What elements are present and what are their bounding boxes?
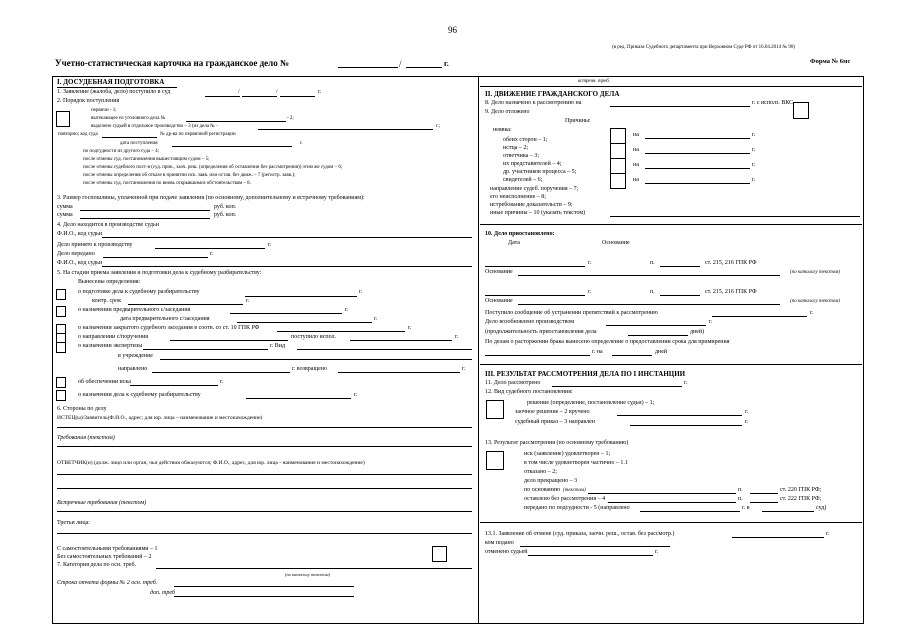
section-1-heading: I. ДОСУДЕБНАЯ ПОДГОТОВКА — [57, 78, 165, 86]
received-month[interactable] — [242, 96, 277, 97]
suspend-basis-2[interactable] — [518, 304, 780, 305]
section-3-heading: III. РЕЗУЛЬТАТ РАССМОТРЕНИЯ ДЕЛА ПО I ИНСТАНЦИИ — [485, 370, 686, 378]
expertise-date[interactable] — [143, 349, 268, 350]
commission-exec-date[interactable] — [350, 340, 452, 341]
other-reasons-line[interactable] — [610, 216, 860, 217]
resumed-date[interactable] — [606, 325, 706, 326]
control-term[interactable] — [128, 304, 243, 305]
transferred-court[interactable] — [762, 511, 814, 512]
obstacle-removed-date[interactable] — [712, 316, 807, 317]
suspend-date-2[interactable] — [485, 295, 585, 296]
suspend-para-2[interactable] — [660, 295, 700, 296]
postponed-date-1[interactable] — [645, 138, 750, 139]
case-year-line[interactable] — [406, 67, 442, 68]
result-box[interactable] — [486, 451, 504, 470]
received-label: 1. Заявление (жалоба, дело) поступило в суд — [57, 89, 171, 95]
counter-line[interactable] — [57, 511, 472, 512]
decision-type-box[interactable] — [486, 400, 504, 419]
reason-box-1[interactable] — [610, 128, 626, 144]
counter-label: Встречные требования (текстом) — [57, 500, 147, 506]
sent-order-date[interactable] — [630, 425, 742, 426]
court-card-form: 96 (в ред. Приказа Судебного департамента при Верховном Суде РФ от 16.04.2014 № 90) Учетно-статистическая карточка на гражданское дело № / г. Форма № 6мс I. ДОСУДЕБНАЯ ПОДГОТОВКА 1. Заявление (жалоба, дело) поступило в суд / / г. 2. Порядок поступления первичн - 1; вытекающее из уголовного дела № - 2; выделено судьей в отдельное производство – 3 (из дела № - г.; повторно; код суда № др-ва по первичной регистрации дата поступления г. по подсудности из другого суда – 4; после отмены суд. постановления вышестоящим судом – 5; после отмены судебного пост-я (суд. прик., заоч. реш. (определения об оставлении без рассмотрения)) этим же судом – 6; после отмены определения об отказе в принятии иск. заяв. или остав. без движ. – 7 (регистр. заяв.); после отмены суд. постановления по вновь открывшимся обстоятельствам – 8. 3. Размер госпошлины, уплаченной при подаче заявления (по основному, дополнительному и встречному требованиям): сумма руб. коп. сумма руб. коп. 4. Дело находится в производстве судьи Ф.И.О., код судьи Дело принято к производству г. Дело передано г. Ф.И.О., код судьи 5. На стадии приема заявления и подготовки дела к судебному разбирательству: Вынесены определения: о подготовке дела к судебному разбирательству г. контр. срок г. о назначении предварительного с/заседания г. дата предварительного с/заседания г. о назначении закрытого судебного заседания в соотв. со ст. 10 ГПК РФ г. о направлении с/поручения поступило испол. г. о назначении экспертизы г. Вид в учреждение направлено г. возвращено г. об обеспечении иска г. о назначении дела к судебному разбирательству г. 6. Стороны по делу ИСТЕЦ(ы)/Заявитель(Ф.И.О., адрес; для юр. лица – наименование и местонахождение) Требования (текстом) ОТВЕТЧИК(и) (долж. лицо или орган, чьи действия обжалуются; Ф.И.О., адрес, для юр. лица - наименование и местонахождение) Встречные требования (текстом) Третьи лица: С самостоятельными требованиями – 1 Без самостоятельных требований – 2 7. Категория дела по осн. треб. (по каталогу текстом) Строка отчета формы № 2 осн. треб. доп. треб встречн. треб. II. ДВИЖЕНИЕ ГРАЖДАНСКОГО ДЕЛА 8. Дело назначено к рассмотрению на г. с исполз. ВКС 9. Дело отложено Причины: неявка: обеих сторон – 1; истца – 2; ответчика – 3; их представителей – 4; др. участников процесса – 5; свидетелей – 6; на г. на г. на г. на г. направление судеб. поручения – 7; его неисполнение – 8; истребование доказательств – 9; иные причины – 10 (указать текстом) 10. Дело приостановлено: Дата Основание г. п. ст. 215, 216 ГПК РФ Основание (по каталогу текстом) г. п. ст. 215, 216 ГПК РФ Основание (по каталогу текстом) Поступило сообщение об устранении препятствий к рассмотрению г. Дело возобновлено производством г. (продолжительность приостановления дела дней) По делам о расторжении брака вынесено определение о предоставлении срока для примирения г. на дней III. РЕЗУЛЬТАТ РАССМОТРЕНИЯ ДЕЛА ПО I ИНСТАНЦИИ 11. Дело рассмотрено г. 12. Вид судебного постановления: решение (определение, постановление судьи) – 1; заочное решение – 2 вручено г. судебный приказ – 3 направлен г. 13. Результат рассмотрения (по основному требованию) иск (заявление) удовлетворен – 1; в том числе удовлетворен частично – 1.1 отказано – 2; дело прекращено – 3 по основанию (текстом) п. ст. 220 ГПК РФ; оставлено без рассмотрения – 4 п. ст. 222 ГПК РФ; передано по подсудности - 5 (направлено г. в суд) 13.1. Заявление об отмене (суд. приказа, заочн. реш., остав. без рассмотр.) г. ком подано отменено судьей г. — [0, 0, 905, 640]
prelim-session-date[interactable] — [237, 322, 372, 323]
postponed-date-2[interactable] — [645, 153, 750, 154]
plaintiff-label: ИСТЕЦ(ы)/Заявитель(Ф.И.О., адрес; для юр. лица – наименование и местонахождение) — [57, 415, 263, 421]
section-3-separator — [480, 364, 862, 365]
suspension-duration[interactable] — [628, 335, 688, 336]
judge-name-2[interactable] — [102, 266, 472, 267]
returned-date[interactable] — [338, 372, 460, 373]
section-13-1-separator — [480, 522, 862, 523]
defendant-label: ОТВЕТЧИК(и) (долж. лицо или орган, чьи действия обжалуются; Ф.И.О., адрес, для юр. лица - наименование и местонахождение) — [57, 460, 365, 466]
reconcile-days[interactable] — [612, 355, 652, 356]
prep-checkbox[interactable] — [56, 289, 66, 300]
form-number: Форма № 6мс — [810, 58, 851, 65]
hearing-date[interactable] — [610, 106, 750, 107]
cancelled-date[interactable] — [528, 555, 653, 556]
state-fee-label: 3. Размер госпошлины, уплаченной при подаче заявления (по основному, дополнительному и встречному требованиям): — [57, 195, 365, 201]
receipt-order-label: 2. Порядок поступления — [57, 98, 120, 104]
transferred-date[interactable] — [103, 257, 208, 258]
suspend-para-1[interactable] — [660, 266, 700, 267]
reason-box-4[interactable] — [610, 173, 626, 189]
section-2-separator — [480, 86, 862, 87]
reconcile-date[interactable] — [485, 355, 590, 356]
trial-checkbox[interactable] — [56, 390, 66, 401]
suspend-basis-1[interactable] — [518, 275, 780, 276]
card-title: Учетно-статистическая карточка на гражданское дело № — [55, 58, 289, 68]
page-number: 96 — [448, 25, 457, 35]
defendant-line-2[interactable] — [57, 488, 472, 489]
expertise-checkbox[interactable] — [56, 342, 66, 353]
third-parties-line[interactable] — [57, 533, 472, 534]
case-number-line[interactable] — [338, 67, 398, 68]
received-year[interactable] — [280, 96, 315, 97]
claims-line[interactable] — [57, 446, 472, 447]
left-unconsidered-para[interactable] — [750, 502, 778, 503]
filed-by[interactable] — [520, 546, 670, 547]
section-10-separator — [480, 224, 862, 225]
terminated-para[interactable] — [750, 493, 778, 494]
court-code-line[interactable] — [102, 137, 157, 138]
category-line[interactable] — [156, 568, 472, 569]
postponed-date-4[interactable] — [645, 183, 750, 184]
fee-sum-2[interactable] — [80, 218, 210, 219]
cancel-request-date[interactable] — [732, 537, 824, 538]
left-unconsidered-basis[interactable] — [608, 502, 736, 503]
column-divider — [478, 76, 479, 623]
vks-box[interactable] — [793, 102, 809, 119]
report-line-add[interactable] — [174, 596, 354, 597]
transferred-jurisdiction-date[interactable] — [640, 511, 740, 512]
heading-underline — [57, 87, 177, 88]
year-abbr: г. — [444, 59, 449, 68]
judge-name-1[interactable] — [102, 237, 472, 238]
prep-date[interactable] — [245, 296, 357, 297]
delivered-date[interactable] — [617, 415, 742, 416]
receipt-order-box[interactable] — [56, 111, 70, 127]
case-number-slash: / — [399, 59, 402, 69]
commission-date[interactable] — [170, 340, 288, 341]
third-parties-label: Третьи лица: — [57, 520, 90, 526]
arrival-date-line[interactable] — [172, 146, 292, 147]
criminal-case-number[interactable] — [186, 121, 286, 122]
security-date[interactable] — [130, 385, 218, 386]
reason-box-3[interactable] — [610, 158, 626, 174]
prelim-checkbox[interactable] — [56, 306, 66, 317]
expertise-type[interactable] — [297, 349, 472, 350]
trial-date[interactable] — [246, 398, 351, 399]
report-line-main[interactable] — [174, 586, 354, 587]
prelim-date[interactable] — [230, 313, 342, 314]
expertise-institution[interactable] — [160, 359, 472, 360]
third-party-type-box[interactable] — [432, 546, 447, 562]
accepted-date[interactable] — [155, 248, 265, 249]
decided-date[interactable] — [552, 386, 682, 387]
separated-case-line[interactable] — [258, 129, 433, 130]
fee-sum-1[interactable] — [80, 210, 210, 211]
section-2-heading: II. ДВИЖЕНИЕ ГРАЖДАНСКОГО ДЕЛА — [485, 90, 620, 98]
defendant-line-1[interactable] — [57, 474, 472, 475]
claims-label: Требования (текстом) — [57, 435, 115, 441]
reason-box-2[interactable] — [610, 143, 626, 159]
security-checkbox[interactable] — [56, 377, 66, 388]
terminated-basis[interactable] — [588, 493, 736, 494]
edition-note: (в ред. Приказа Судебного департамента при Верховном Суде РФ от 16.04.2014 № 90) — [612, 45, 796, 50]
closed-session-date[interactable] — [277, 331, 405, 332]
suspend-date-1[interactable] — [485, 266, 585, 267]
postponed-date-3[interactable] — [645, 168, 750, 169]
plaintiff-line-1[interactable] — [57, 427, 472, 428]
received-day[interactable] — [205, 96, 240, 97]
sent-date[interactable] — [152, 372, 290, 373]
